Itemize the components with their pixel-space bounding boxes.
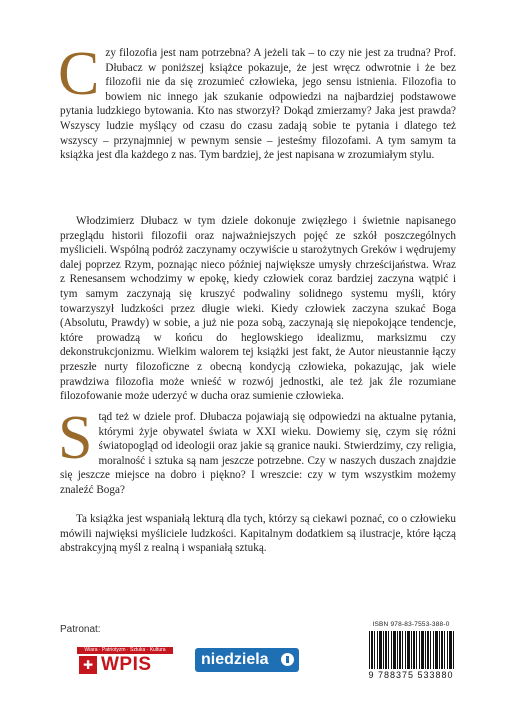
niedziela-logo (195, 648, 299, 672)
isbn-barcode (363, 621, 459, 683)
niedziela-emblem-icon (281, 653, 294, 666)
ean-digits: 9 788375 533880 (368, 670, 454, 680)
history-text: Włodzimierz Dłubacz w tym dziele dokonuje zwięzłego i świetnie napisanego przeglądu historii filozofii oraz najważniejszych pojęć ze szkół poszczególnych myślicieli. Wspólną podróż zaczynamy oczywiście u starożytnych Greków i wędrujemy dalej poprzez Rzym, poznając nieco później największe umysły chrześcijaństwa. Wraz z Renesansem wchodzimy w epokę, kiedy człowiek coraz bardziej zaczyna wątpić i tym samym zaczynają się kruszyć podwaliny solidnego systemu myśli, który towarzyszył ludzkości przez długie wieki. Kiedy człowiek zaczyna szukać Boga (Absolutu, Prawdy) w sobie, a już nie poza sobą, zaczynają się niepokojące tendencje, które prowadzą w końcu do heglowskiego idealizmu, marksizmu czy dekonstrukcjonizmu. Wielkim walorem tej książki jest fakt, że Autor nieustannie łączy przeszłe nurty filozoficzne z obecną kondycją człowieka, pokazując, jak wiele prawdziwa filozofia może wnieść w rozwój jednostki, ale też jak źle rozumiane filozofowanie może uderzyć w ducha oraz sumienie człowieka. (60, 215, 456, 403)
intro-paragraph (58, 40, 456, 163)
drop-cap-s: S (58, 404, 93, 472)
closing-text: Ta książka jest wspaniałą lekturą dla tych, którzy są ciekawi poznać, co o człowieku mówili najwięksi myśliciele ludzkości. Kapitalnym dodatkiem są ilustracje, które łączą abstrakcyjną myśl z realną i wspaniałą sztuką. (60, 513, 456, 555)
patronat-label: Patronat: (60, 624, 101, 635)
questions-text: tąd też w dziele prof. Dłubacza pojawiają się odpowiedzi na aktualne pytania, którymi żyje obywatel świata w XXI wieku. Dowiemy się, czym się różni światopogląd od ideologii oraz jakie są granice nauki. Stwierdzimy, czy religia, moralność i sztuka są nam jeszcze potrzebne. Czy w naszych duszach znajdzie się jeszcze miejsce na dobro i piękno? I wreszcie: czy w tym wszystkim możemy znaleźć Boga? (60, 411, 456, 496)
wpis-mark-icon: ✚ (79, 656, 97, 674)
isbn-number: ISBN 978-83-7553-388-0 (372, 621, 450, 628)
drop-cap-c: C (58, 40, 100, 108)
history-paragraph (60, 214, 456, 404)
barcode-bars-icon (369, 631, 455, 669)
intro-text: zy filozofia jest nam potrzebna? A jeżeli tak – to czy nie jest za trudna? Prof. Dłubacz w poniższej książce pokazuje, że jest wręcz odwrotnie i że bez filozofii nie da się zrozumieć człowieka, jego sensu istnienia. Filozofia to bowiem nic innego jak szukanie odpowiedzi na najbardziej podstawowe pytania ludzkiego bytowania. Kto nas stworzył? Dokąd zmierzamy? Jaka jest prawda? Wszyscy ludzie myślący od czasu do czasu zadają sobie te pytania i dlatego też wszyscy – przynajmniej w pewnym sensie – jesteśmy filozofami. A tym samym ta książka jest dla każdego z nas. Tym bardziej, że jest napisana w zrozumiałym stylu. (60, 47, 456, 162)
closing-paragraph (60, 512, 456, 556)
wpis-logo (77, 647, 173, 675)
niedziela-wordmark: niedziela (201, 651, 269, 668)
wpis-tagline: Wiara · Patriotyzm · Sztuka · Kultura (77, 647, 173, 654)
questions-paragraph (58, 404, 456, 498)
wpis-wordmark: WPIS (101, 654, 152, 675)
